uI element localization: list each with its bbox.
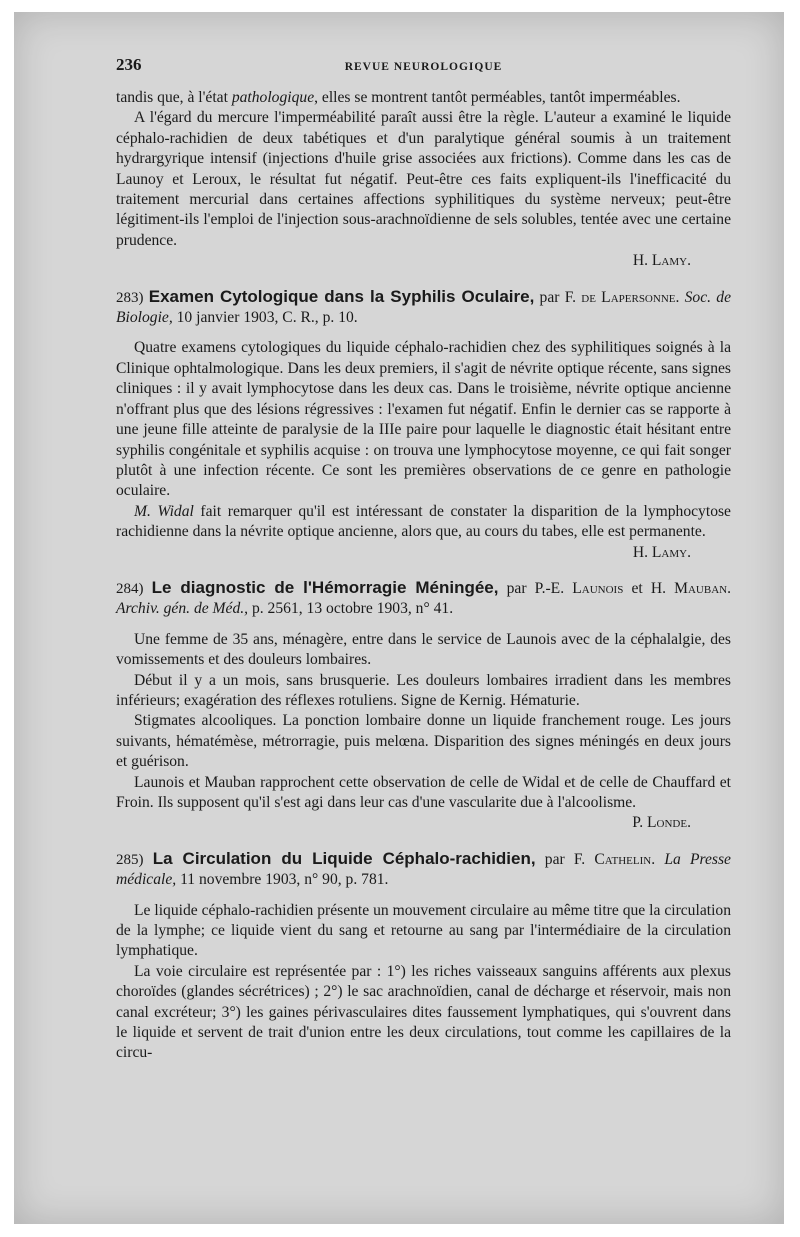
article-signature: P. Londe. [632,814,691,832]
page-body [116,88,731,1064]
article-heading: 284) Le diagnostic de l'Hémorragie Méningée, par P.-E. Launois et H. Mauban. Archiv. gén. de Méd., p. 2561, 13 octobre 1903, n° 41. [116,577,732,618]
article-paragraph: La voie circulaire est représentée par : 1°) les riches vaisseaux sanguins afférents aux plexus choroïdes (glandes sécrétrices) ; 2°) le sac arachnoïdien, canal de décharge et réservoir, mais non canal excréteur; 3°) les gaines périvasculaires dites faussement lymphatiques, qui s'ouvrent dans le liquide et servent de trait d'union entre les deux circulations, tout comme les capillaires de la circu- [116,962,731,1062]
article-paragraph: Quatre examens cytologiques du liquide céphalo-rachidien chez des syphilitiques soignés à la Clinique ophtalmologique. Dans les deux premiers, il s'agit de névrite optique récente, sans signes cliniques : il y avait lymphocytose dans les deux cas. Dans le troisième, névrite optique ancienne n'offrant plus que des lésions régressives : l'examen fut négatif. Enfin le dernier cas se rapporte à une jeune fille atteinte de paralysie de la IIIe paire pour laquelle le diagnostic était hésitant entre syphilis congénitale et syphilis acquise : on trouva une lymphocytose moyenne, ce qui fait songer plutôt à une infection récente. Ce sont les premières observations de ce genre en pathologie oculaire. [116,339,731,500]
article-paragraph: Le liquide céphalo-rachidien présente un mouvement circulaire au même titre que la circulation de la lymphe; ce liquide vient du sang et retourne au sang par l'intermédiaire de la circulation lymphatique. [116,901,731,960]
article-title: Examen Cytologique dans la Syphilis Oculaire, [148,286,535,306]
article-284 [116,578,731,834]
intro-signature: H. Lamy. [632,252,691,270]
running-header [116,55,731,77]
article-paragraph: Une femme de 35 ans, ménagère, entre dans le service de Launois avec de la céphalalgie, des vomissements et des douleurs lombaires. [116,630,731,669]
article-heading: 285) La Circulation du Liquide Céphalo-rachidien, par F. Cathelin. La Presse médicale, 11 novembre 1903, n° 90, p. 781. [116,848,731,889]
article-paragraph: M. Widal fait remarquer qu'il est intéressant de constater la disparition de la lymphocytose rachidienne dans la névrite optique ancienne, alors que, au cours du tabes, elle est permanente. [116,502,731,541]
article-paragraph: Début il y a un mois, sans brusquerie. Les douleurs lombaires irradient dans les membres inférieurs; exagération des réflexes rotuliens. Signe de Kernig. Hématurie. [116,671,731,709]
page-number: 236 [116,55,142,74]
article-title: Le diagnostic de l'Hémorragie Méningée, [151,577,499,597]
article-paragraph: Stigmates alcooliques. La ponction lombaire donne un liquide franchement rouge. Les jours suivants, hématémèse, métrorragie, puis melœna. Disparition des signes méningés en deux jours et guérison. [116,712,731,771]
article-signature: H. Lamy. [632,543,691,561]
running-title: REVUE NEUROLOGIQUE [344,61,503,73]
article-heading: 283) Examen Cytologique dans la Syphilis Oculaire, par F. de Lapersonne. Soc. de Biologie, 10 janvier 1903, C. R., p. 10. [116,286,731,327]
article-title: La Circulation du Liquide Céphalo-rachidien, [152,848,536,868]
article-paragraph: Launois et Mauban rapprochent cette observation de celle de Widal et de celle de Chauffard et Froin. Ils supposent qu'il s'est agi dans leur cas d'une vascularite due à l'alcoolisme. [116,773,731,811]
article-285 [116,849,731,1064]
article-283 [116,287,731,563]
intro-paragraph-2: A l'égard du mercure l'imperméabilité paraît aussi être la règle. L'auteur a examiné le liquide céphalo-rachidien de deux tabétiques et d'un paralytique général soumis à un traitement hydrargyrique intensif (injections d'huile grise associées aux frictions). Comme dans les cas de Launoy et Leroux, le résultat fut négatif. Peut-être ces faits expliquent-ils l'inefficacité du traitement mercurial dans certaines affections syphilitiques du système nerveux; peut-être légitiment-ils l'emploi de l'injection sous-arachnoïdienne de sels solubles, tentée avec une certaine prudence. [116,109,731,249]
intro-paragraph-1: tandis que, à l'état pathologique, elles se montrent tantôt perméables, tantôt imperméables. [116,89,681,106]
